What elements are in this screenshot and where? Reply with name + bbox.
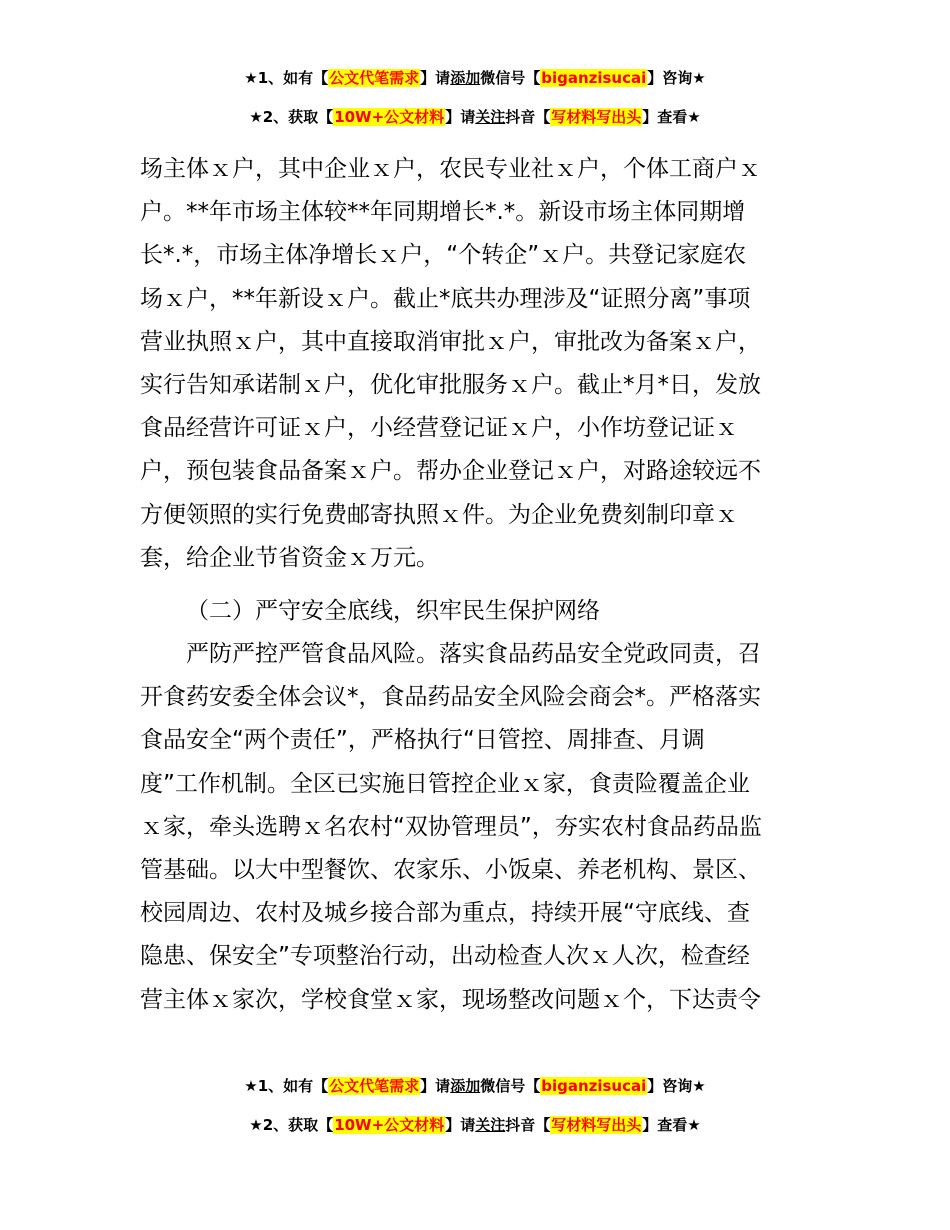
banner-line-consult xyxy=(0,68,950,88)
text-line: 度”工作机制。全区已实施日管控企业ｘ家，食责险覆盖企业 xyxy=(140,770,750,797)
text-line: 场主体ｘ户，其中企业ｘ户，农民专业社ｘ户，个体工商户ｘ xyxy=(140,156,761,182)
banner-suffix: 】查看★ xyxy=(642,1116,701,1134)
paragraph-food-safety xyxy=(140,633,820,1022)
text-line: 隐患、保安全”专项整治行动，出动检查人次ｘ人次，检查经 xyxy=(140,943,750,970)
banner-prefix: ★2、获取【 xyxy=(249,1116,334,1134)
highlight-service: 公文代笔需求 xyxy=(329,1077,420,1095)
highlight-douyin: 写材料写出头 xyxy=(551,1116,642,1134)
text-line: 管基础。以大中型餐饮、农家乐、小饭桌、养老机构、景区、 xyxy=(140,856,761,883)
banner-suffix: 】咨询★ xyxy=(647,69,706,87)
highlight-materials: 10W+公文材料 xyxy=(334,1116,445,1134)
banner-text: 抖音【 xyxy=(505,108,551,126)
section-heading-text: （二）严守安全底线，织牢民生保护网络 xyxy=(186,598,600,624)
text-line: 长*.*，市场主体净增长ｘ户，“个转企”ｘ户。共登记家庭农 xyxy=(140,242,747,269)
text-line: 食品经营许可证ｘ户，小经营登记证ｘ户，小作坊登记证ｘ xyxy=(140,415,738,442)
text-line: 严防严控严管食品风险。落实食品药品安全党政同责，召 xyxy=(186,641,761,667)
banner-line-materials xyxy=(0,107,950,127)
banner-prefix: ★1、如有【 xyxy=(244,69,329,87)
banner-text: 微信号【 xyxy=(480,1077,541,1095)
banner-suffix: 】咨询★ xyxy=(647,1077,706,1095)
banner-text: 抖音【 xyxy=(505,1116,551,1134)
banner-line-materials xyxy=(0,1115,950,1135)
text-line: 营业执照ｘ户，其中直接取消审批ｘ户，审批改为备案ｘ户， xyxy=(140,328,761,355)
text-line: 营主体ｘ家次，学校食堂ｘ家，现场整改问题ｘ个，下达责令 xyxy=(140,986,761,1013)
highlight-wechat-id: biganzisucai xyxy=(541,69,647,87)
banner-text: 】请 xyxy=(445,1116,476,1134)
banner-line-consult xyxy=(0,1076,950,1096)
banner-follow-word: 关注 xyxy=(475,108,506,126)
banner-text: 】请 xyxy=(420,69,451,87)
highlight-wechat-id: biganzisucai xyxy=(541,1077,647,1095)
banner-prefix: ★1、如有【 xyxy=(244,1077,329,1095)
highlight-materials: 10W+公文材料 xyxy=(334,108,445,126)
banner-suffix: 】查看★ xyxy=(642,108,701,126)
banner-follow-word: 关注 xyxy=(475,1116,506,1134)
paragraph-market-entities xyxy=(140,148,820,580)
banner-text: 】请 xyxy=(445,108,476,126)
text-line: 套，给企业节省资金ｘ万元。 xyxy=(140,544,439,571)
text-line: 校园周边、农村及城乡接合部为重点，持续开展“守底线、查 xyxy=(140,900,750,927)
text-line: 场ｘ户，**年新设ｘ户。截止*底共办理涉及“证照分离”事项 xyxy=(140,285,751,312)
section-heading xyxy=(140,590,820,633)
text-line: 户，预包装食品备案ｘ户。帮办企业登记ｘ户，对路途较远不 xyxy=(140,458,761,485)
banner-add-word: 添加 xyxy=(450,1077,481,1095)
text-line: 方便领照的实行免费邮寄执照ｘ件。为企业免费刻制印章ｘ xyxy=(140,501,738,528)
banner-prefix: ★2、获取【 xyxy=(249,108,334,126)
highlight-douyin: 写材料写出头 xyxy=(551,108,642,126)
text-line: 实行告知承诺制ｘ户，优化审批服务ｘ户。截止*月*日，发放 xyxy=(140,371,761,398)
text-line: 开食药安委全体会议*，食品药品安全风险会商会*。严格落实 xyxy=(140,684,761,711)
banner-add-word: 添加 xyxy=(450,69,481,87)
text-line: 食品安全“两个责任”，严格执行“日管控、周排查、月调 xyxy=(140,727,705,754)
banner-text: 】请 xyxy=(420,1077,451,1095)
text-line: ｘ家，牵头选聘ｘ名农村“双协管理员”，夯实农村食品药品监 xyxy=(140,813,762,840)
highlight-service: 公文代笔需求 xyxy=(329,69,420,87)
banner-text: 微信号【 xyxy=(480,69,541,87)
text-line: 户。**年市场主体较**年同期增长*.*。新设市场主体同期增 xyxy=(140,199,746,226)
